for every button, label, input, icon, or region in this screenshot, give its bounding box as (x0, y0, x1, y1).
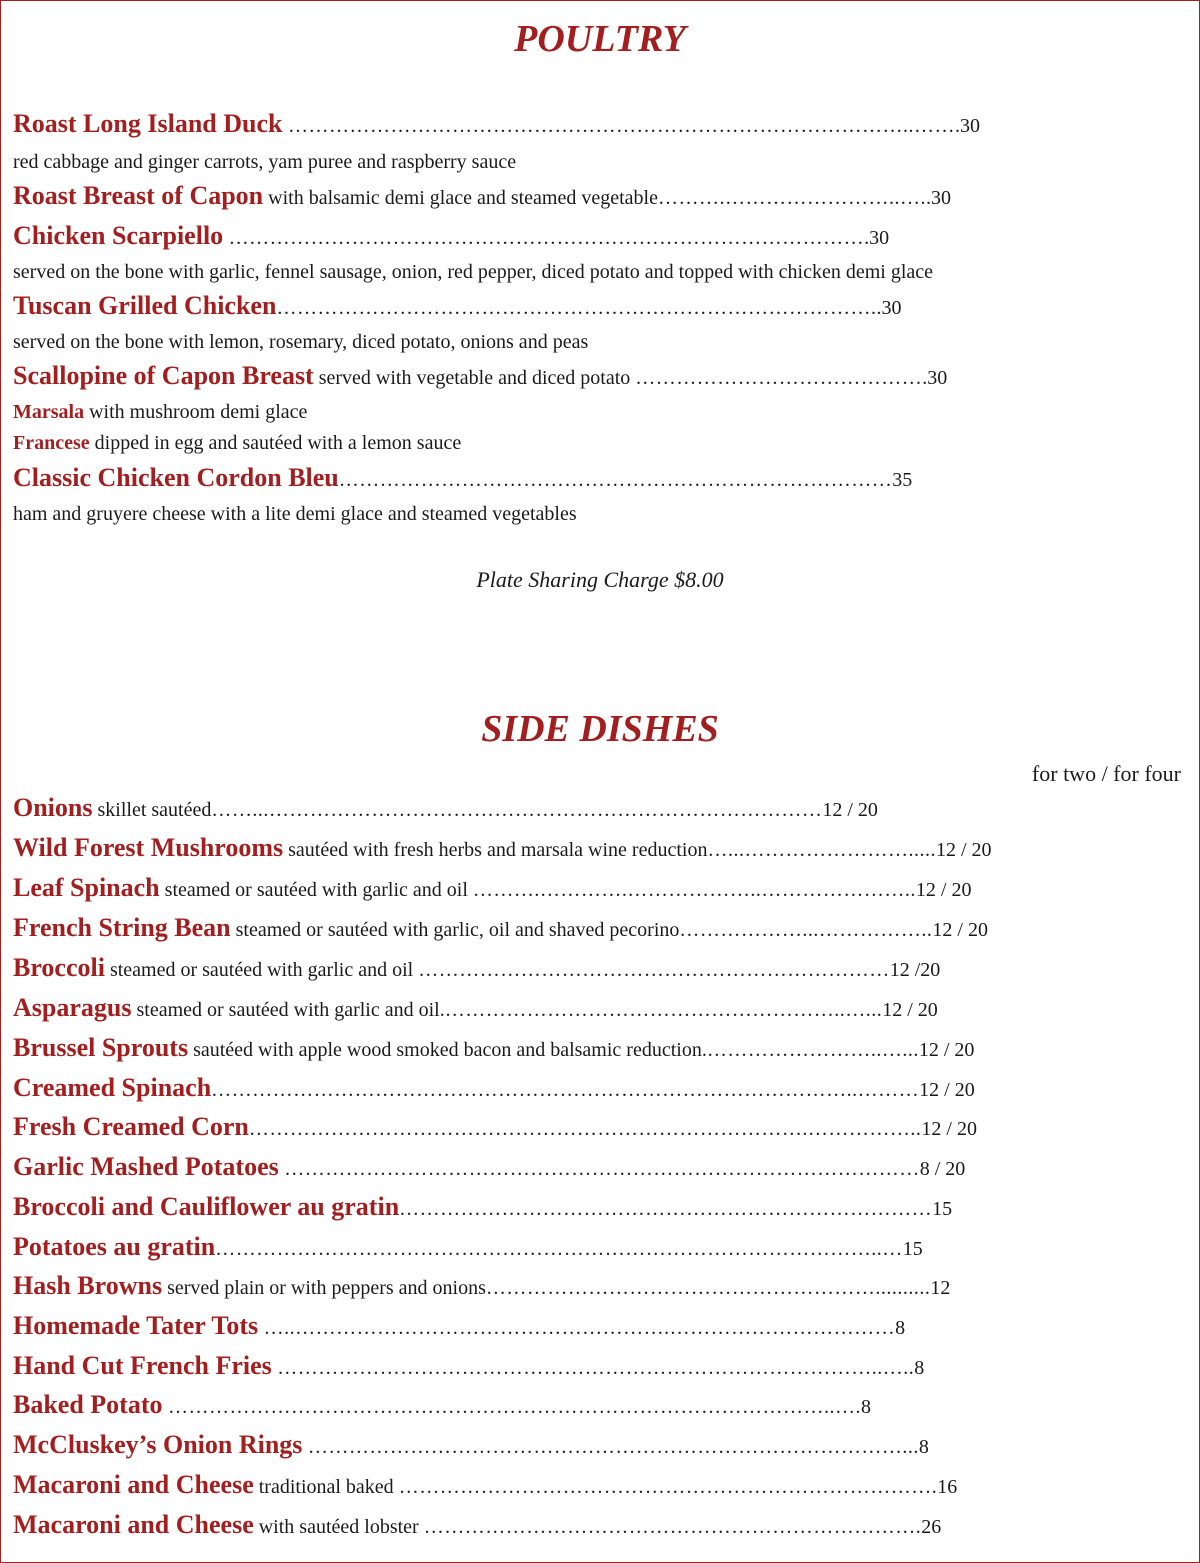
option-name: Marsala (13, 401, 85, 423)
side-item (13, 1390, 871, 1420)
portion-column-header: for two / for four (1031, 761, 1181, 786)
item-price: 12 / 20 (915, 879, 972, 901)
leader-dots: ……………………………………………………………………………... (302, 1436, 919, 1458)
poultry-item-capon (13, 181, 951, 211)
item-price: .30 (864, 227, 890, 249)
item-price: 12 / 20 (919, 1079, 975, 1101)
side-item (13, 1073, 975, 1103)
item-name: Chicken Scarpiello (13, 221, 224, 250)
leader-dots: ………………………………………………………………………………… (223, 227, 865, 249)
leader-dots: …..……………………………………………….…………………………… (258, 1317, 896, 1339)
item-name: McCluskey’s Onion Rings (13, 1430, 303, 1459)
side-item (13, 1112, 977, 1142)
item-price: 8 (914, 1357, 925, 1379)
item-name: Broccoli and Cauliflower au gratin (13, 1192, 400, 1221)
item-price: .30 (925, 187, 951, 209)
scallopine-option-francese (13, 432, 461, 455)
poultry-item-scallopine (13, 361, 947, 391)
item-price: 35 (892, 469, 913, 491)
item-inline-desc: skillet sautéed (92, 799, 212, 821)
item-price: 26 (921, 1516, 942, 1538)
leader-dots: ……………………………………………………………………. (398, 1476, 938, 1498)
side-item (13, 1033, 974, 1063)
leader-dots: ………………………………………………….......... (485, 1277, 931, 1299)
side-item (13, 953, 940, 983)
item-name: Baked Potato (13, 1390, 163, 1419)
leader-dots: …………………………………………………………… (418, 959, 890, 981)
leader-dots: ……...……………………………………………………………………… (211, 799, 823, 821)
leader-dots: ………………………………………………………………………………… (278, 1158, 920, 1180)
item-name: Hash Browns (13, 1271, 163, 1300)
item-inline-desc: served with vegetable and diced potato (313, 367, 636, 389)
side-item (13, 1351, 924, 1381)
item-price: 8 (918, 1436, 929, 1458)
item-inline-desc: with balsamic demi glace and steamed vegetable (263, 187, 658, 209)
side-item (13, 993, 938, 1023)
leader-dots: …………………………………………………..…... (444, 999, 883, 1021)
item-name: Potatoes au gratin (13, 1232, 216, 1261)
item-price: 12 / 20 (921, 1118, 977, 1140)
item-name: Roast Breast of Capon (13, 181, 264, 210)
item-inline-desc: sautéed with apple wood smoked bacon and balsamic reduction. (188, 1039, 707, 1061)
item-inline-desc: steamed or sautéed with garlic and oil (104, 959, 419, 981)
item-price: 15 (902, 1238, 923, 1260)
side-item (13, 1152, 965, 1182)
leader-dots: ………………………………………………………………………………..…… (282, 115, 955, 137)
leader-dots: …………………………………… (635, 367, 923, 389)
item-name: Scallopine of Capon Breast (13, 361, 314, 390)
plate-sharing-note: Plate Sharing Charge $8.00 (476, 567, 724, 592)
leader-dots: ……….……………………..…. (657, 187, 926, 209)
item-name: Broccoli (13, 953, 105, 982)
side-item (13, 1430, 929, 1460)
item-inline-desc: sautéed with fresh herbs and marsala wine reduction (283, 839, 708, 861)
item-inline-desc: steamed or sautéed with garlic and oil (159, 879, 473, 901)
item-inline-desc: steamed or sautéed with garlic and oil. (131, 999, 445, 1021)
leader-dots: …...……………………..... (707, 839, 936, 861)
item-inline-desc: steamed or sautéed with garlic, oil and shaved pecorino (230, 919, 680, 941)
item-name: Fresh Creamed Corn (13, 1112, 249, 1141)
item-price: 12 / 20 (918, 1039, 975, 1061)
side-item (13, 793, 878, 823)
leader-dots: ……………………………………………………………………………………..…. (162, 1396, 861, 1418)
side-item (13, 1232, 923, 1262)
leader-dots: ……………………………………………………………………………. (276, 297, 877, 319)
leader-dots: ………………………………………………………………. (423, 1516, 922, 1538)
item-name: Brussel Sprouts (13, 1033, 189, 1062)
leader-dots: ……………………………………………………………………….…………….. (248, 1118, 922, 1140)
item-inline-desc: served plain or with peppers and onions (162, 1277, 486, 1299)
item-price: 15 (932, 1198, 953, 1220)
item-price: 8 / 20 (919, 1158, 966, 1180)
side-item (13, 873, 971, 903)
item-name: Asparagus (13, 993, 132, 1022)
leader-dots: …………………………………………………………………………………..……… (211, 1079, 920, 1101)
item-price: 12 /20 (889, 959, 941, 981)
side-item (13, 1311, 905, 1341)
leader-dots: ……………………………………………………………………… (338, 469, 893, 491)
item-inline-desc: traditional baked (253, 1476, 399, 1498)
item-price: 8 (895, 1317, 906, 1339)
item-price: 12 / 20 (882, 999, 938, 1021)
poultry-item-desc: ham and gruyere cheese with a lite demi glace and steamed vegetables (13, 503, 577, 525)
item-inline-desc: with sautéed lobster (253, 1516, 424, 1538)
item-price: .30 (876, 297, 902, 319)
item-price: 12 (930, 1277, 951, 1299)
poultry-item-scarpiello (13, 221, 889, 251)
item-name: Homemade Tater Tots (13, 1311, 259, 1340)
item-price: 8 (861, 1396, 871, 1418)
side-dishes-title: SIDE DISHES (481, 708, 719, 750)
option-desc: dipped in egg and sautéed with a lemon sauce (89, 432, 462, 454)
item-name: Macaroni and Cheese (13, 1470, 254, 1499)
leader-dots: ……………………………………………………………………………………..… (215, 1238, 903, 1260)
item-price: .30 (954, 115, 980, 137)
poultry-item-tuscan (13, 291, 901, 321)
poultry-item-desc: red cabbage and ginger carrots, yam puree and raspberry sauce (13, 151, 517, 173)
side-item (13, 833, 992, 863)
side-item (13, 1271, 950, 1301)
side-item (13, 1192, 952, 1222)
poultry-item-cordon-bleu (13, 463, 912, 493)
item-price: 12 / 20 (822, 799, 878, 821)
side-item (13, 913, 988, 943)
item-name: Macaroni and Cheese (13, 1510, 254, 1539)
item-price: 16 (937, 1476, 958, 1498)
item-name: Roast Long Island Duck (13, 109, 283, 138)
item-price: 12 / 20 (932, 919, 988, 941)
poultry-title: POULTRY (514, 18, 686, 60)
item-name: Creamed Spinach (13, 1073, 212, 1102)
item-name: Wild Forest Mushrooms (13, 833, 284, 862)
item-name: Garlic Mashed Potatoes (13, 1152, 279, 1181)
item-name: Tuscan Grilled Chicken (13, 291, 277, 320)
leader-dots: ……….………….………………..………………….. (472, 879, 916, 901)
option-name: Francese (13, 432, 90, 454)
item-name: Hand Cut French Fries (13, 1351, 272, 1380)
leader-dots: …………………………………………………………………… (399, 1198, 933, 1220)
item-name: French String Bean (13, 913, 231, 942)
item-name: Classic Chicken Cordon Bleu (13, 463, 339, 492)
poultry-item-desc: served on the bone with garlic, fennel sausage, onion, red pepper, diced potato and topped with chicken demi glace (13, 261, 933, 283)
poultry-item-desc: served on the bone with lemon, rosemary, diced potato, onions and peas (13, 331, 589, 353)
item-name: Onions (13, 793, 93, 822)
scallopine-option-marsala (13, 401, 307, 424)
side-item (13, 1510, 941, 1540)
item-price: 12 / 20 (935, 839, 992, 861)
leader-dots: ………………...…………….. (679, 919, 933, 941)
item-price: .30 (922, 367, 948, 389)
option-desc: with mushroom demi glace (84, 401, 308, 423)
side-item (13, 1470, 957, 1500)
leader-dots: ……………………………………………………………………………..….. (271, 1357, 915, 1379)
leader-dots: ……………………..…... (706, 1039, 919, 1061)
item-name: Leaf Spinach (13, 873, 160, 902)
poultry-item-duck (13, 109, 980, 139)
